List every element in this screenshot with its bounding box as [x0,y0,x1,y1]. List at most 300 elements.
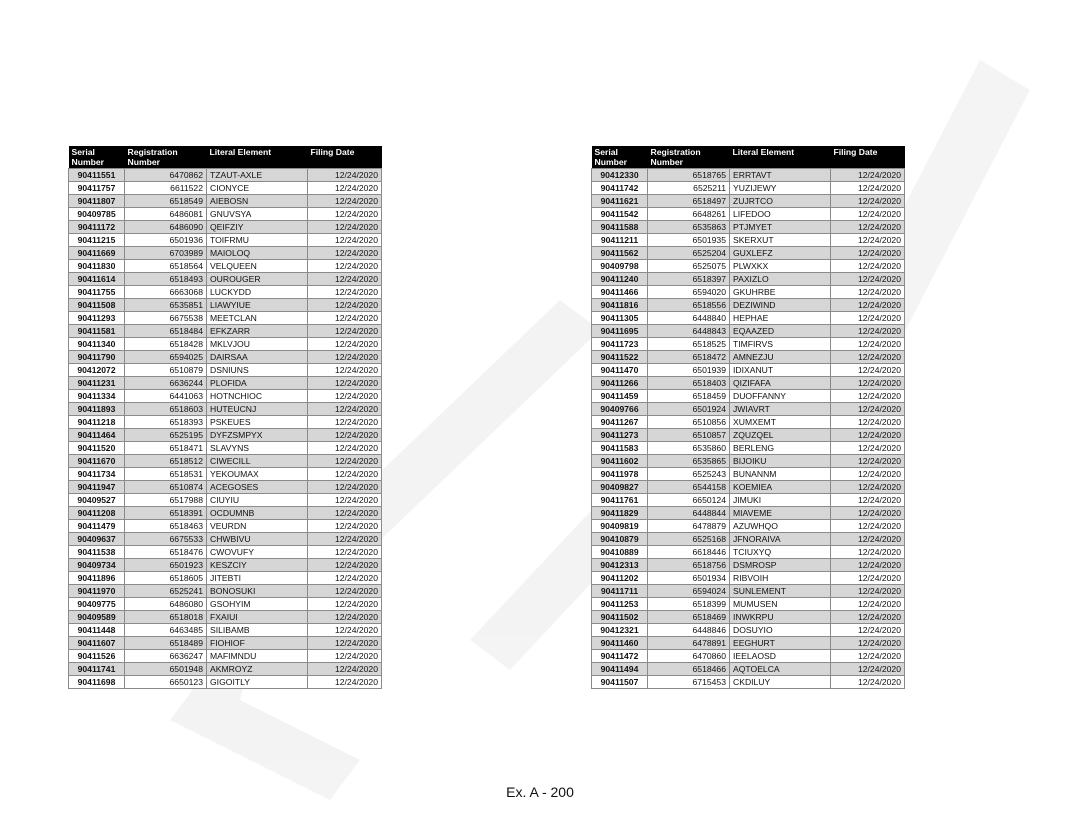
registration-number-cell: 6594020 [648,286,730,299]
filing-date-cell: 12/24/2020 [308,416,382,429]
literal-element-cell: TIMFIRVS [730,338,831,351]
serial-number-cell: 90411816 [592,299,648,312]
table-row [592,533,905,546]
serial-number-cell: 90411757 [69,182,125,195]
literal-element-cell: SLAVYNS [207,442,308,455]
serial-number-cell: 90411695 [592,325,648,338]
filing-date-cell: 12/24/2020 [308,299,382,312]
literal-element-cell: QEIFZIY [207,221,308,234]
filing-date-cell: 12/24/2020 [831,338,905,351]
literal-element-cell: BIJOIKU [730,455,831,468]
registration-number-cell: 6510879 [125,364,207,377]
right-table-body [592,169,905,689]
filing-date-cell: 12/24/2020 [308,234,382,247]
filing-date-cell: 12/24/2020 [831,286,905,299]
literal-element-cell: PLWXKX [730,260,831,273]
filing-date-cell: 12/24/2020 [831,247,905,260]
serial-number-cell: 90411494 [592,663,648,676]
filing-date-cell: 12/24/2020 [308,182,382,195]
literal-element-cell: TCIUXYQ [730,546,831,559]
serial-number-cell: 90411829 [592,507,648,520]
filing-date-cell: 12/24/2020 [308,403,382,416]
literal-element-cell: DEZIWIND [730,299,831,312]
filing-date-cell: 12/24/2020 [831,533,905,546]
serial-number-cell: 90409785 [69,208,125,221]
literal-element-cell: EEGHURT [730,637,831,650]
table-header-row [69,146,382,169]
serial-number-cell: 90411267 [592,416,648,429]
registration-number-cell: 6501923 [125,559,207,572]
filing-date-cell: 12/24/2020 [831,611,905,624]
registration-number-cell: 6535851 [125,299,207,312]
literal-element-cell: DSNIUNS [207,364,308,377]
table-row [592,364,905,377]
table-row [592,507,905,520]
filing-date-cell: 12/24/2020 [831,390,905,403]
filing-date-cell: 12/24/2020 [308,351,382,364]
registration-number-cell: 6510874 [125,481,207,494]
literal-element-cell: BONOSUKI [207,585,308,598]
table-row [69,325,382,338]
registration-number-header: Registration Number [648,146,730,169]
registration-number-cell: 6650124 [648,494,730,507]
serial-number-cell: 90411947 [69,481,125,494]
filing-date-header: Filing Date [831,146,905,169]
literal-element-cell: BUNANNM [730,468,831,481]
filing-date-cell: 12/24/2020 [831,572,905,585]
literal-element-cell: CWOVUFY [207,546,308,559]
table-row [592,273,905,286]
serial-number-cell: 90411507 [592,676,648,689]
table-row [592,637,905,650]
filing-date-cell: 12/24/2020 [831,221,905,234]
serial-number-cell: 90410879 [592,533,648,546]
filing-date-cell: 12/24/2020 [308,364,382,377]
registration-number-cell: 6518531 [125,468,207,481]
registration-number-cell: 6518484 [125,325,207,338]
table-row [69,572,382,585]
registration-number-cell: 6650123 [125,676,207,689]
literal-element-cell: GIGOITLY [207,676,308,689]
table-row [592,338,905,351]
registration-number-cell: 6486080 [125,598,207,611]
literal-element-cell: ZQUZQEL [730,429,831,442]
literal-element-cell: RIBVOIH [730,572,831,585]
serial-number-cell: 90412072 [69,364,125,377]
table-row [592,624,905,637]
filing-date-cell: 12/24/2020 [308,195,382,208]
serial-number-cell: 90411614 [69,273,125,286]
table-row [69,312,382,325]
table-row [592,286,905,299]
literal-element-cell: KOEMIEA [730,481,831,494]
table-row [592,520,905,533]
literal-element-cell: IEELAOSD [730,650,831,663]
serial-number-cell: 90412313 [592,559,648,572]
serial-number-cell: 90409589 [69,611,125,624]
filing-date-cell: 12/24/2020 [831,494,905,507]
table-row [69,260,382,273]
serial-number-cell: 90410889 [592,546,648,559]
serial-number-cell: 90411742 [592,182,648,195]
filing-date-cell: 12/24/2020 [308,494,382,507]
table-row [69,208,382,221]
serial-number-cell: 90409775 [69,598,125,611]
serial-number-header: Serial Number [69,146,125,169]
table-row [592,676,905,689]
filing-date-cell: 12/24/2020 [308,260,382,273]
table-row [69,481,382,494]
filing-date-cell: 12/24/2020 [831,637,905,650]
filing-date-cell: 12/24/2020 [308,208,382,221]
table-row [69,468,382,481]
filing-date-cell: 12/24/2020 [831,273,905,286]
table-row [69,507,382,520]
table-row [592,169,905,182]
literal-element-cell: MAIOLOQ [207,247,308,260]
literal-element-cell: DYFZSMPYX [207,429,308,442]
serial-number-cell: 90411734 [69,468,125,481]
table-row [69,455,382,468]
table-row [69,546,382,559]
table-row [592,598,905,611]
literal-element-cell: AMNEZJU [730,351,831,364]
literal-element-cell: LIFEDOO [730,208,831,221]
table-row [592,195,905,208]
literal-element-cell: GKUHRBE [730,286,831,299]
serial-number-cell: 90411172 [69,221,125,234]
serial-number-cell: 90411464 [69,429,125,442]
filing-date-cell: 12/24/2020 [308,624,382,637]
literal-element-cell: CKDILUY [730,676,831,689]
table-row [69,624,382,637]
filing-date-cell: 12/24/2020 [308,312,382,325]
literal-element-cell: ACEGOSES [207,481,308,494]
filing-date-cell: 12/24/2020 [831,559,905,572]
literal-element-cell: BERLENG [730,442,831,455]
filing-date-cell: 12/24/2020 [831,208,905,221]
serial-number-cell: 90411526 [69,650,125,663]
serial-number-cell: 90411218 [69,416,125,429]
registration-number-cell: 6518399 [648,598,730,611]
registration-number-cell: 6518393 [125,416,207,429]
serial-number-cell: 90411723 [592,338,648,351]
filing-date-cell: 12/24/2020 [831,481,905,494]
literal-element-cell: HOTNCHIOC [207,390,308,403]
literal-element-cell: INWKRPU [730,611,831,624]
serial-number-cell: 90411602 [592,455,648,468]
literal-element-cell: HUTEUCNJ [207,403,308,416]
filing-date-cell: 12/24/2020 [831,468,905,481]
registration-number-cell: 6463485 [125,624,207,637]
serial-number-cell: 90409827 [592,481,648,494]
table-row [592,429,905,442]
registration-number-cell: 6518476 [125,546,207,559]
registration-number-cell: 6535863 [648,221,730,234]
filing-date-cell: 12/24/2020 [831,546,905,559]
table-row [69,676,382,689]
registration-number-cell: 6448844 [648,507,730,520]
filing-date-cell: 12/24/2020 [308,442,382,455]
literal-element-cell: HEPHAE [730,312,831,325]
registration-number-cell: 6518765 [648,169,730,182]
table-row [69,195,382,208]
literal-element-cell: QIZIFAFA [730,377,831,390]
registration-number-cell: 6501939 [648,364,730,377]
table-row [69,585,382,598]
table-row [592,377,905,390]
serial-number-cell: 90411670 [69,455,125,468]
registration-number-cell: 6703989 [125,247,207,260]
literal-element-cell: SKERXUT [730,234,831,247]
literal-element-cell: AZUWHQO [730,520,831,533]
filing-date-cell: 12/24/2020 [308,585,382,598]
table-row [69,663,382,676]
literal-element-cell: JWIAVRT [730,403,831,416]
serial-number-cell: 90411253 [592,598,648,611]
literal-element-cell: SILIBAMB [207,624,308,637]
filing-date-cell: 12/24/2020 [831,442,905,455]
filing-date-cell: 12/24/2020 [831,507,905,520]
table-row [592,468,905,481]
registration-number-cell: 6478879 [648,520,730,533]
serial-number-cell: 90411893 [69,403,125,416]
registration-number-cell: 6501934 [648,572,730,585]
table-row [69,338,382,351]
serial-number-cell: 90411761 [592,494,648,507]
literal-element-cell: GUXLEFZ [730,247,831,260]
serial-number-cell: 90411202 [592,572,648,585]
filing-date-cell: 12/24/2020 [308,533,382,546]
literal-element-cell: CIUYIU [207,494,308,507]
registration-number-cell: 6518471 [125,442,207,455]
serial-number-cell: 90411208 [69,507,125,520]
serial-number-cell: 90411305 [592,312,648,325]
registration-number-cell: 6517988 [125,494,207,507]
registration-number-cell: 6518463 [125,520,207,533]
registration-number-cell: 6525075 [648,260,730,273]
filing-date-cell: 12/24/2020 [308,546,382,559]
literal-element-cell: OUROUGER [207,273,308,286]
serial-number-cell: 90411621 [592,195,648,208]
filing-date-cell: 12/24/2020 [831,598,905,611]
table-row [592,559,905,572]
table-row [69,429,382,442]
table-row [592,247,905,260]
registration-number-cell: 6518605 [125,572,207,585]
serial-number-cell: 90411266 [592,377,648,390]
serial-number-cell: 90411340 [69,338,125,351]
serial-number-cell: 90411830 [69,260,125,273]
table-row [69,494,382,507]
serial-number-cell: 90411970 [69,585,125,598]
filing-date-cell: 12/24/2020 [831,325,905,338]
registration-number-cell: 6636247 [125,650,207,663]
serial-number-cell: 90411470 [592,364,648,377]
literal-element-cell: LUCKYDD [207,286,308,299]
filing-date-cell: 12/24/2020 [831,429,905,442]
literal-element-cell: AIEBOSN [207,195,308,208]
table-row [592,312,905,325]
literal-element-cell: AKMROYZ [207,663,308,676]
serial-number-cell: 90411607 [69,637,125,650]
literal-element-cell: IDIXANUT [730,364,831,377]
serial-number-cell: 90411542 [592,208,648,221]
registration-number-cell: 6636244 [125,377,207,390]
registration-number-cell: 6510857 [648,429,730,442]
literal-element-cell: JITEBTI [207,572,308,585]
literal-element-cell: PSKEUES [207,416,308,429]
table-row [69,286,382,299]
registration-number-cell: 6518403 [648,377,730,390]
registration-number-cell: 6518603 [125,403,207,416]
literal-element-cell: TOIFRMU [207,234,308,247]
table-row [69,364,382,377]
literal-element-header: Literal Element [207,146,308,169]
registration-number-cell: 6510856 [648,416,730,429]
table-row [592,455,905,468]
table-row [592,585,905,598]
serial-number-cell: 90411562 [592,247,648,260]
filing-date-cell: 12/24/2020 [308,572,382,585]
filing-date-cell: 12/24/2020 [831,676,905,689]
filing-date-cell: 12/24/2020 [831,650,905,663]
serial-number-cell: 90411669 [69,247,125,260]
filing-date-cell: 12/24/2020 [831,663,905,676]
filing-date-cell: 12/24/2020 [308,481,382,494]
filing-date-cell: 12/24/2020 [308,455,382,468]
filing-date-cell: 12/24/2020 [308,507,382,520]
serial-number-cell: 90411479 [69,520,125,533]
table-row [69,442,382,455]
filing-date-cell: 12/24/2020 [831,299,905,312]
table-row [592,546,905,559]
registration-number-header: Registration Number [125,146,207,169]
table-row [69,403,382,416]
serial-number-cell: 90411711 [592,585,648,598]
filing-date-cell: 12/24/2020 [831,520,905,533]
serial-number-cell: 90412321 [592,624,648,637]
registration-number-cell: 6525241 [125,585,207,598]
registration-number-cell: 6594025 [125,351,207,364]
literal-element-cell: SUNLEMENT [730,585,831,598]
serial-number-cell: 90411520 [69,442,125,455]
registration-number-cell: 6525243 [648,468,730,481]
literal-element-cell: YUZIJEWY [730,182,831,195]
exhibit-page-label: Ex. A - 200 [506,784,574,800]
serial-number-cell: 90409798 [592,260,648,273]
right-table [591,146,905,689]
table-row [69,598,382,611]
registration-number-cell: 6518391 [125,507,207,520]
table-row [69,351,382,364]
registration-number-cell: 6501936 [125,234,207,247]
literal-element-cell: CHWBIVU [207,533,308,546]
filing-date-cell: 12/24/2020 [308,598,382,611]
table-row [592,650,905,663]
table-row [69,234,382,247]
table-row [592,221,905,234]
serial-number-cell: 90411240 [592,273,648,286]
registration-number-cell: 6525211 [648,182,730,195]
filing-date-cell: 12/24/2020 [308,247,382,260]
serial-number-cell: 90411581 [69,325,125,338]
serial-number-cell: 90411466 [592,286,648,299]
literal-element-cell: MAFIMNDU [207,650,308,663]
table-row [592,325,905,338]
table-row [69,637,382,650]
registration-number-cell: 6518459 [648,390,730,403]
filing-date-cell: 12/24/2020 [831,195,905,208]
registration-number-cell: 6535860 [648,442,730,455]
serial-number-cell: 90411698 [69,676,125,689]
filing-date-cell: 12/24/2020 [831,585,905,598]
table-row [69,416,382,429]
registration-number-cell: 6501948 [125,663,207,676]
literal-element-cell: CIONYCE [207,182,308,195]
serial-number-cell: 90411508 [69,299,125,312]
registration-number-cell: 6525168 [648,533,730,546]
literal-element-cell: YEKOUMAX [207,468,308,481]
registration-number-cell: 6448843 [648,325,730,338]
literal-element-cell: JFNORAIVA [730,533,831,546]
serial-number-cell: 90411807 [69,195,125,208]
literal-element-cell: DUOFFANNY [730,390,831,403]
serial-number-cell: 90411790 [69,351,125,364]
literal-element-cell: MIAVEME [730,507,831,520]
registration-number-cell: 6501924 [648,403,730,416]
filing-date-cell: 12/24/2020 [831,403,905,416]
registration-number-cell: 6518493 [125,273,207,286]
literal-element-cell: TZAUT-AXLE [207,169,308,182]
registration-number-cell: 6470860 [648,650,730,663]
table-row [592,260,905,273]
registration-number-cell: 6648261 [648,208,730,221]
table-row [592,299,905,312]
literal-element-cell: PLOFIDA [207,377,308,390]
table-row [592,416,905,429]
literal-element-cell: GNUVSYA [207,208,308,221]
registration-number-cell: 6518497 [648,195,730,208]
literal-element-cell: DOSUYIO [730,624,831,637]
literal-element-cell: DAIRSAA [207,351,308,364]
filing-date-cell: 12/24/2020 [308,650,382,663]
literal-element-cell: FIOHIOF [207,637,308,650]
literal-element-cell: KESZCIY [207,559,308,572]
table-header-row [592,146,905,169]
table-row [69,169,382,182]
table-row [69,650,382,663]
literal-element-cell: MUMUSEN [730,598,831,611]
serial-number-cell: 90411472 [592,650,648,663]
serial-number-cell: 90411896 [69,572,125,585]
registration-number-cell: 6518018 [125,611,207,624]
filing-date-cell: 12/24/2020 [308,377,382,390]
literal-element-cell: DSMROSP [730,559,831,572]
serial-number-cell: 90412330 [592,169,648,182]
table-row [592,403,905,416]
table-row [592,611,905,624]
registration-number-cell: 6486090 [125,221,207,234]
registration-number-cell: 6675538 [125,312,207,325]
registration-number-cell: 6518489 [125,637,207,650]
literal-element-cell: FXAIUI [207,611,308,624]
filing-date-cell: 12/24/2020 [308,338,382,351]
registration-number-cell: 6501935 [648,234,730,247]
filing-date-cell: 12/24/2020 [308,676,382,689]
registration-number-cell: 6525195 [125,429,207,442]
serial-number-cell: 90411334 [69,390,125,403]
